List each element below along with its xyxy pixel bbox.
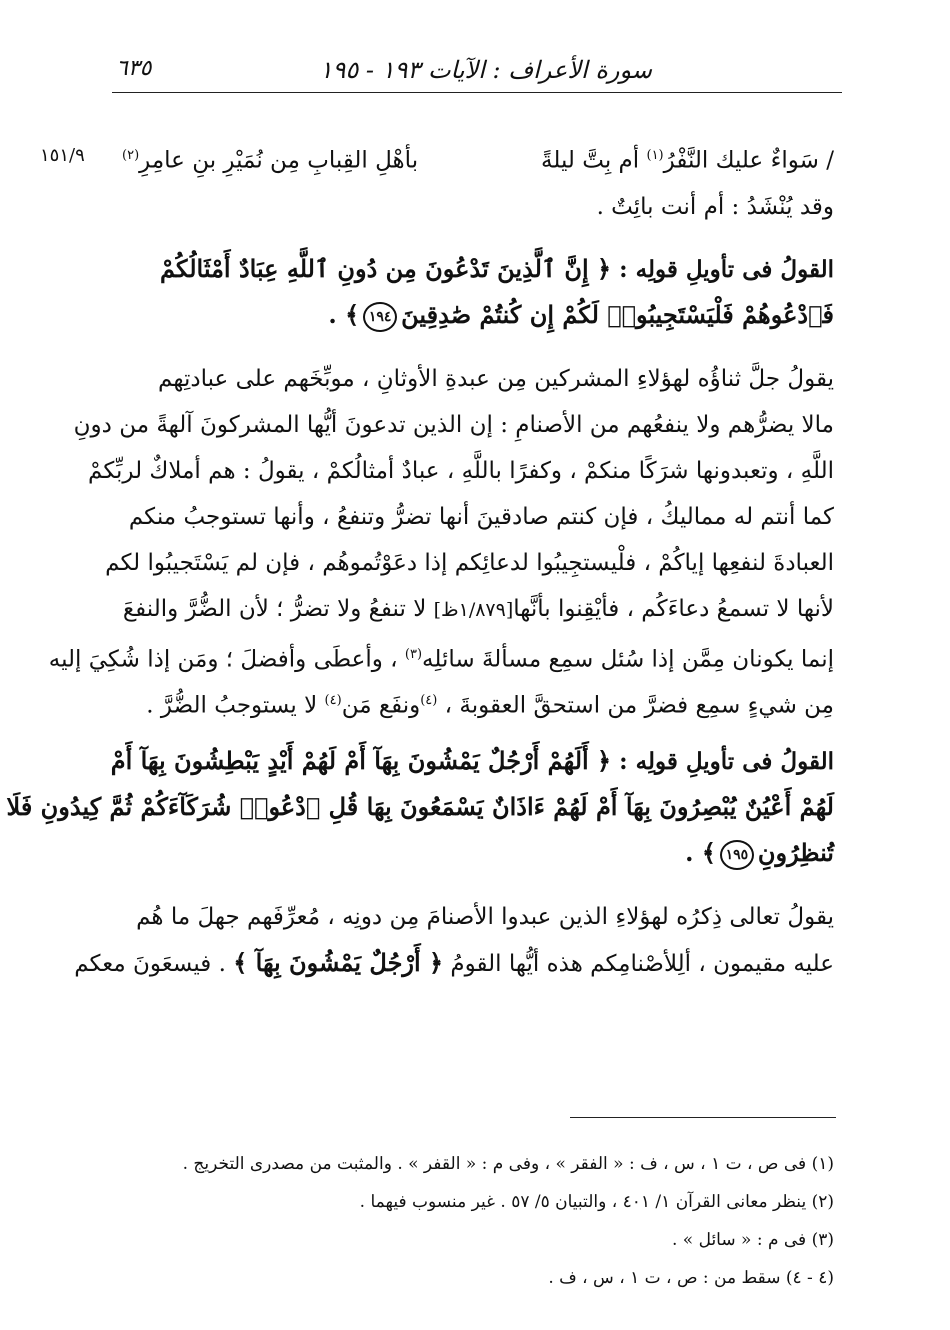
heading-lead: القولُ فى تأويلِ قولِه : bbox=[619, 256, 834, 283]
footnote-2: (٢) ينظر معانى القرآن ١/ ٤٠١ ، والتبيان ٥/ ٥٧ . غير منسوب فيهما . bbox=[359, 1192, 834, 1212]
quran-text: فَٱدْعُوهُمْ فَلْيَسْتَجِيبُوا۟ لَكُمْ إِن كُنتُمْ صَٰدِقِينَ bbox=[401, 300, 834, 329]
section-heading-194 bbox=[122, 246, 834, 338]
text-line: اللَّهِ ، وتعبدونها شرَكًا منكمْ ، وكفرًا باللَّهِ ، عبادٌ أمثالُكمْ ، يقولُ : هم أملاكٌ لربِّكمْ bbox=[88, 458, 834, 484]
text-segment: عليه مقيمون ، ألِلأصْنامِكم هذه أيُّها القومُ bbox=[450, 951, 834, 977]
verse-first-tail: أم بِتَّ ليلةً bbox=[541, 147, 640, 174]
text-segment: ونفَع مَن bbox=[341, 692, 421, 719]
heading-line bbox=[110, 738, 834, 784]
footnote-separator bbox=[570, 1117, 836, 1118]
verse-first-part: / سَواءٌ عليك النَّفْرُ bbox=[663, 147, 834, 174]
footnotes bbox=[122, 1145, 834, 1297]
quran-close: ﴾ . bbox=[328, 300, 360, 329]
heading-lead: القولُ فى تأويلِ قولِه : bbox=[619, 748, 834, 775]
page-number: ٦٣٥ bbox=[116, 56, 152, 81]
surah-title: سورة الأعراف : الآيات ١٩٣ - ١٩٥ bbox=[319, 56, 652, 84]
footnote-3: (٣) فى م : « سائل » . bbox=[671, 1230, 834, 1250]
text-line bbox=[122, 678, 834, 724]
ayah-number-mark: ١٩٤ bbox=[363, 302, 397, 332]
heading-line bbox=[122, 292, 834, 338]
text-segment: لا تنفعُ ولا تضرُّ ؛ لأن الضُّرَّ والنفعَ bbox=[122, 596, 427, 622]
text-line: كما أنتم له مماليكُ ، فإن كنتم صادقينَ أنها تضرُّ وتنفعُ ، وأنها تستوجبُ منكم bbox=[128, 504, 834, 530]
verse-second-hemistich bbox=[122, 128, 418, 184]
quran-text: تُنظِرُونِ bbox=[757, 838, 834, 867]
manuscript-folio-ref: [١/٨٧٩ظ] bbox=[433, 599, 514, 621]
running-header bbox=[112, 52, 842, 93]
verse-second-part: بأهْلِ القِبابِ مِن نُمَيْرِ بنِ عامِرِ bbox=[139, 147, 419, 174]
verse-variant-line: وقد يُنْشَدُ : أم أنت بائِتٌ . bbox=[596, 194, 834, 220]
heading-line bbox=[122, 246, 834, 292]
footnote-ref-2: (٢) bbox=[122, 148, 140, 163]
text-segment: ، وأعطَى وأفضلَ ؛ ومَن إذا شُكِيَ إليه bbox=[48, 646, 398, 673]
text-segment: مِن شيءٍ سمِع فضرَّ من استحقَّ العقوبةَ ، bbox=[444, 692, 834, 719]
commentary-paragraph-2 bbox=[74, 894, 834, 986]
text-line bbox=[48, 632, 834, 678]
quran-text: ﴿ أَلَهُمْ أَرْجُلٌ يَمْشُونَ بِهَآ أَمْ لَهُمْ أَيْدٍ يَبْطِشُونَ بِهَآ أَمْ bbox=[110, 746, 612, 775]
text-line: يقولُ جلَّ ثناؤُه لهؤلاءِ المشركين مِن عبدةِ الأوثانِ ، موبِّخَهم على عبادتِهم bbox=[158, 366, 834, 392]
text-segment: إنما يكونان مِمَّن إذا سُئل سمِع مسألةَ سائلِه bbox=[422, 646, 834, 673]
footnote-1: (١) فى ص ، ت ١ ، س ، ف : « الفقر » ، وفى م : « القفر » . والمثبت من مصدرى التخريج . bbox=[182, 1154, 834, 1174]
margin-reference: ١٥١/٩ bbox=[40, 145, 85, 166]
quran-close: ﴾ . bbox=[685, 838, 716, 867]
section-heading-195 bbox=[6, 738, 834, 876]
poetry-verse bbox=[122, 128, 834, 184]
footnote-ref-1: (١) bbox=[646, 148, 664, 163]
text-line: مالا يضرُّهم ولا ينفعُهم من الأصنامِ : إن الذين تدعونَ أيُّها المشركونَ آلهةً من دونِ bbox=[73, 412, 834, 438]
footnote-ref-4-start: (٤) bbox=[420, 693, 438, 708]
text-line bbox=[122, 586, 834, 632]
heading-line bbox=[6, 784, 834, 830]
footnote-ref-3: (٣) bbox=[404, 647, 423, 662]
footnote-4: (٤ - ٤) سقط من : ص ، ت ١ ، س ، ف . bbox=[548, 1268, 834, 1288]
verse-first-hemistich bbox=[541, 128, 834, 184]
footnote-ref-4-end: (٤) bbox=[324, 693, 342, 708]
quran-text: لَهُمْ أَعْيُنٌ يُبْصِرُونَ بِهَآ أَمْ لَهُمْ ءَاذَانٌ يَسْمَعُونَ بِهَا قُلِ ٱدْعُوا۟ شُرَكَآءَكُمْ ثُمَّ كِيدُونِ فَلَا bbox=[6, 792, 834, 821]
text-segment: لا يستوجبُ الضُّرَّ . bbox=[146, 692, 318, 719]
quran-quote: ﴿ أَرْجُلٌ يَمْشُونَ بِهَآ ﴾ bbox=[233, 948, 444, 977]
text-line: العبادةَ لنفعِها إياكُمْ ، فلْيستجِيبُوا لدعائِكم إذا دعَوْتُموهُم ، فإن لم يَسْتَجيبُوا لكم bbox=[105, 550, 834, 576]
text-line: يقولُ تعالى ذِكرُه لهؤلاءِ الذين عبدوا الأصنامَ مِن دونِه ، مُعرِّفَهم جهلَ ما هُم bbox=[136, 904, 834, 930]
heading-line bbox=[122, 830, 834, 876]
ayah-number-mark: ١٩٥ bbox=[720, 840, 754, 870]
text-segment: . فيسعَونَ معكم bbox=[74, 951, 226, 977]
text-line bbox=[74, 940, 834, 986]
quran-text: ﴿ إِنَّ ٱلَّذِينَ تَدْعُونَ مِن دُونِ ٱللَّهِ عِبَادٌ أَمْثَالُكُمْ bbox=[159, 254, 612, 283]
commentary-paragraph-1 bbox=[48, 356, 834, 724]
text-segment: لأنها لا تسمعُ دعاءَكُم ، فأيْقِنوا بأنَّها bbox=[513, 596, 834, 622]
